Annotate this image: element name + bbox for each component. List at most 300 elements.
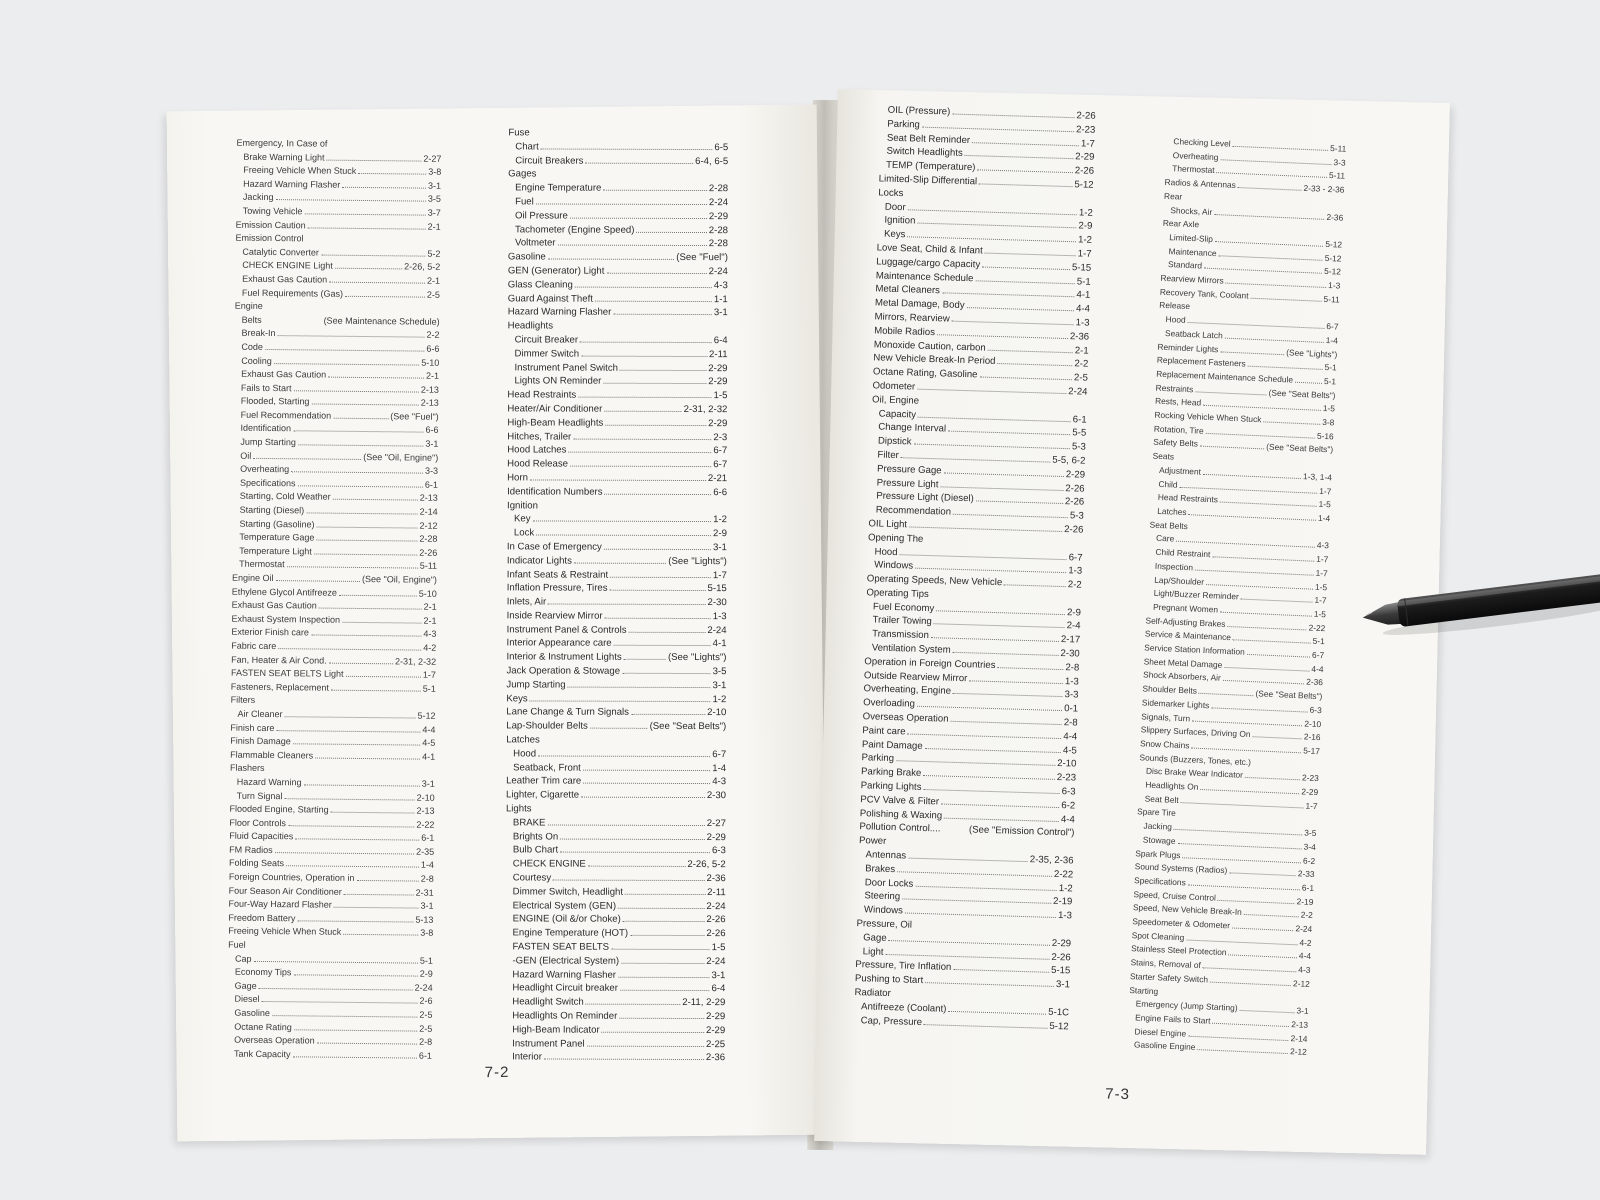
page-reference: 6-7 (712, 748, 727, 760)
index-term: Jacking (1143, 820, 1173, 832)
page-reference: 5-12 (1325, 238, 1343, 250)
page-reference: 4-1 (712, 638, 727, 650)
index-term: Diesel Engine (1134, 1026, 1187, 1039)
page-reference: 2-2 (1074, 358, 1089, 371)
page-reference: (See Maintenance Schedule) (323, 315, 440, 327)
page-reference: 2-33 (1297, 868, 1315, 880)
dot-leader (1238, 179, 1302, 191)
dot-leader (345, 287, 425, 297)
index-term: Ignition (507, 499, 538, 511)
index-term: Antennas (865, 849, 907, 862)
dot-leader (975, 272, 1075, 284)
page-reference: 2-36 (705, 1052, 726, 1064)
index-entry (505, 1023, 725, 1038)
index-term: Emission Control (235, 232, 304, 244)
dot-leader (1247, 646, 1311, 658)
dot-leader (329, 654, 394, 664)
index-term: Dipstick (877, 435, 912, 448)
page-reference: 2-26 (706, 928, 726, 940)
page-reference: 2-1 (1074, 344, 1089, 357)
index-term: Exhaust System Inspection (231, 613, 341, 625)
page-reference: 2-5 (1073, 372, 1089, 384)
index-term: Overseas Operation (234, 1034, 315, 1046)
index-term: Parking Brake (860, 766, 922, 780)
index-entry (506, 871, 726, 886)
index-term: Lights ON Reminder (514, 375, 602, 388)
page-reference: 2-36 (706, 873, 726, 885)
index-entry (507, 526, 727, 541)
dot-leader (295, 831, 419, 841)
dot-leader (588, 858, 686, 867)
index-term: Fuel (228, 939, 246, 950)
page-reference: 3-1 (1296, 1005, 1309, 1017)
index-term: Voltmeter (514, 237, 556, 249)
index-term: Head Restraints (507, 389, 577, 401)
page-reference: 2-23 (1056, 772, 1077, 784)
dot-leader (605, 416, 706, 425)
page-reference: 1-3 (1075, 317, 1090, 329)
index-term: Hazard Warning Flasher (243, 178, 341, 190)
index-term: Overseas Operation (862, 711, 949, 725)
index-entry (506, 678, 726, 693)
dot-leader (294, 1021, 418, 1031)
dot-leader (344, 885, 414, 895)
index-term: Safety Belts (1153, 437, 1199, 449)
index-term: Spare Tire (1136, 806, 1176, 819)
dot-leader (342, 614, 422, 624)
index-column-right-2 (1127, 135, 1347, 1060)
page-reference: 1-7 (1314, 594, 1327, 606)
index-term: Parking (861, 752, 895, 765)
page-reference: 6-2 (1061, 799, 1076, 812)
page-reference: 1-3 (712, 610, 727, 623)
index-term: Paint Damage (861, 738, 923, 752)
index-term: Freeing Vehicle When Stuck (243, 164, 357, 177)
dot-leader (544, 1051, 704, 1061)
index-term: Replacement Fasteners (1156, 354, 1246, 369)
page-reference: 3-5 (427, 194, 442, 205)
page-reference: 2-36 (1326, 211, 1344, 223)
index-term: Ignition (884, 214, 916, 227)
dot-leader (536, 527, 711, 537)
index-term: Overheating, Engine (863, 683, 952, 698)
dot-leader (287, 559, 418, 569)
dot-leader (979, 369, 1072, 381)
index-term: Hazard Warning (236, 776, 302, 788)
page-reference: 1-3 (1327, 280, 1341, 291)
page-number-left: 7-2 (484, 1063, 510, 1082)
index-term: Pushing to Start (854, 973, 924, 987)
index-term: Instrument Panel (512, 1037, 585, 1050)
page-reference: 5-12 (1049, 1020, 1069, 1032)
page-reference: 2-8 (1063, 717, 1078, 729)
index-term: Fuse (508, 127, 530, 139)
index-term: Speed, New Vehicle Break-In (1132, 902, 1243, 918)
page-reference: 2-9 (1078, 220, 1093, 233)
index-term: Service & Maintenance (1144, 628, 1232, 643)
page-reference: 5-11 (1323, 293, 1340, 305)
dot-leader (1245, 769, 1300, 780)
dot-leader (319, 600, 422, 610)
page-reference: 4-2 (1299, 937, 1312, 948)
page-reference: 2-14 (1290, 1032, 1308, 1044)
index-term: Seatback, Front (513, 762, 581, 774)
page-reference: (See "Oil, Engine") (361, 573, 438, 585)
index-entry (508, 237, 728, 252)
index-term: Parking Lights (860, 780, 922, 793)
index-term: Fan, Heater & Air Cond. (231, 654, 327, 666)
page-reference: 3-3 (1064, 689, 1079, 702)
index-term: Towing Vehicle (242, 205, 303, 217)
dot-leader (631, 706, 705, 715)
index-entry (235, 286, 440, 302)
page-reference: 5-12 (1074, 179, 1094, 191)
page-reference: 2-33 - 2-36 (1303, 183, 1345, 195)
index-entry (506, 747, 726, 762)
index-term: Interior Appearance care (506, 637, 612, 650)
index-term: Gasoline (507, 251, 546, 263)
index-entry (508, 209, 728, 224)
page-reference: 2-2 (1300, 909, 1314, 921)
page-reference: (See "Fuel") (390, 411, 439, 422)
index-entry (507, 444, 727, 459)
index-term: Transmission (872, 628, 930, 642)
index-term: Starting (Diesel) (239, 504, 305, 516)
page-reference: 6-7 (713, 459, 728, 471)
page-reference: 4-1 (1076, 289, 1091, 302)
page-reference: 2-12 (1292, 978, 1311, 989)
index-term: Mobile Radios (874, 325, 936, 338)
index-entry (508, 168, 728, 183)
dot-leader (1199, 685, 1254, 696)
page-reference: 1-7 (712, 569, 727, 581)
index-term: Catalytic Converter (242, 246, 319, 258)
page-reference: 2-5 (419, 1009, 433, 1020)
index-term: Identification (240, 423, 292, 434)
index-entry (508, 195, 728, 210)
index-term: Stainless Steel Protection (1130, 943, 1227, 958)
page-reference: 3-3 (1333, 156, 1346, 168)
index-entry (506, 858, 726, 873)
dot-leader (614, 637, 711, 646)
dot-leader (581, 347, 707, 356)
page-reference: 2-24 (706, 900, 726, 912)
dot-leader (610, 568, 711, 577)
page-reference: 2-29 (708, 210, 729, 222)
page-reference: 1-3, 1-4 (1302, 471, 1333, 483)
page-reference: (See "Seat Belts") (1268, 387, 1336, 401)
page-reference: 2-1 (423, 601, 437, 612)
dot-leader (530, 692, 711, 702)
dot-leader (604, 541, 711, 550)
dot-leader (979, 175, 1073, 187)
dot-leader (278, 640, 421, 650)
page-reference: 2-29 (708, 417, 728, 429)
index-entry (507, 568, 727, 583)
page-reference: 5-1 (419, 955, 434, 966)
index-term: Polishing & Waxing (859, 807, 943, 822)
index-term: Fabric care (231, 640, 277, 652)
page-reference: 2-1 (426, 370, 440, 381)
dot-leader (583, 775, 710, 784)
dot-leader (293, 735, 421, 745)
index-term: Headlight Circuit breaker (512, 982, 618, 995)
index-entry (505, 996, 725, 1011)
index-entry (506, 789, 726, 804)
page-reference: 2-26 (1051, 951, 1071, 964)
dot-leader (578, 389, 711, 398)
index-entry (507, 375, 727, 390)
page-reference: (See "Lights") (668, 555, 727, 567)
dot-leader (327, 151, 422, 161)
dot-leader (977, 162, 1073, 174)
dot-leader (333, 491, 418, 501)
index-term: Change Interval (878, 421, 947, 435)
page-reference: 4-3 (1298, 964, 1311, 976)
dot-leader (988, 341, 1073, 353)
index-term: Emission Caution (235, 219, 306, 230)
page-reference: 6-1 (421, 832, 435, 844)
index-term: Gages (508, 168, 537, 180)
index-term: Seat Belt Reminder (886, 132, 971, 146)
index-term: Trailer Towing (872, 614, 932, 628)
index-entry (506, 913, 726, 928)
index-term: Restraints (1155, 382, 1194, 394)
index-term: Hood Release (507, 458, 569, 470)
index-entry (506, 692, 726, 707)
dot-leader (620, 982, 710, 991)
page-reference: 1-4 (1325, 334, 1339, 346)
index-term: Signals, Turn (1141, 710, 1191, 723)
page-reference: (See "Oil, Engine") (363, 451, 439, 463)
dot-leader (292, 1048, 417, 1058)
dot-leader (304, 776, 420, 786)
index-term: Snow Chains (1139, 738, 1190, 751)
dot-leader (548, 596, 705, 606)
index-entry (508, 333, 728, 348)
page-reference: (See "Fuel") (676, 252, 728, 264)
index-entry (508, 264, 728, 279)
index-term: Turn Signal (236, 790, 283, 801)
index-term: Release (1159, 300, 1191, 312)
page-reference: 4-5 (1062, 744, 1077, 757)
index-entry (507, 595, 727, 610)
dot-leader (619, 1010, 704, 1019)
dot-leader (1229, 865, 1296, 877)
page-reference: 4-4 (1311, 663, 1324, 674)
index-term: In Case of Emergency (506, 541, 602, 553)
index-term: Cap (234, 953, 252, 964)
index-term: Finish care (230, 722, 275, 733)
dot-leader (311, 396, 419, 406)
index-term: Reminder Lights (1157, 341, 1219, 354)
page-reference: 5-12 (1324, 252, 1342, 264)
page-reference: 1-4 (712, 762, 727, 774)
dot-leader (583, 761, 710, 770)
dot-leader (568, 678, 711, 687)
page-reference: 2-13 (420, 384, 440, 395)
index-entry (507, 513, 727, 528)
page-reference: 5-1 (1323, 375, 1337, 387)
page-reference: 2-10 (416, 792, 435, 803)
page-reference: 4-1 (422, 751, 436, 762)
page-reference: 2-27 (423, 153, 442, 164)
page-reference: 2-13 (1291, 1019, 1309, 1030)
index-entry (507, 471, 727, 486)
page-reference: 2-13 (419, 493, 438, 504)
index-term: Service Station Information (1144, 642, 1246, 657)
index-term: Overheating (1172, 149, 1219, 162)
index-term: Rocking Vehicle When Stuck (1154, 409, 1262, 425)
index-term: Air Cleaner (237, 708, 283, 720)
index-term: BRAKE (512, 817, 546, 829)
dot-leader (1241, 591, 1313, 603)
index-term: Fuel Requirements (Gas) (241, 287, 344, 299)
page-reference: 2-26 (1065, 482, 1085, 495)
dot-leader (1239, 1002, 1294, 1013)
index-term: Care (1155, 533, 1175, 544)
page-reference: 2-29 (706, 831, 726, 843)
index-term: Heater/Air Conditioner (507, 403, 603, 415)
page-reference: 1-7 (1080, 137, 1095, 150)
index-term: Oil, Engine (871, 394, 920, 407)
index-term: Speedometer & Odometer (1132, 916, 1231, 931)
index-term: Windows (874, 559, 914, 572)
page-reference: 2-10 (707, 707, 727, 719)
dot-leader (276, 722, 420, 733)
page-reference: 2-3 (713, 431, 728, 443)
index-term: Standard (1167, 259, 1203, 271)
index-entry (508, 278, 728, 293)
dot-leader (293, 382, 419, 392)
index-entry (505, 968, 725, 983)
index-term: Rear Axle (1162, 218, 1200, 230)
index-term: Fuel (515, 196, 534, 208)
index-term: Child (1158, 478, 1178, 490)
dot-leader (1233, 138, 1329, 151)
page-reference: 5-10 (421, 357, 440, 368)
page-reference: (See "Lights") (667, 652, 727, 664)
index-term: Light/Buzzer Reminder (1153, 587, 1240, 602)
dot-leader (253, 953, 418, 964)
index-term: Inside Rearview Mirror (506, 610, 603, 622)
index-term: Jump Starting (506, 679, 566, 691)
index-term: Hood (513, 748, 537, 760)
dot-leader (953, 685, 1063, 697)
index-entry (506, 775, 726, 790)
index-term: Circuit Breakers (515, 154, 584, 167)
index-term: Exhaust Gas Caution (242, 273, 328, 285)
index-term: Freedom Battery (228, 912, 296, 924)
page-reference: 3-8 (428, 166, 442, 177)
page-reference: 2-8 (1065, 662, 1080, 674)
dot-leader (333, 410, 388, 420)
dot-leader (1004, 576, 1066, 587)
index-term: Radios & Antennas (1164, 176, 1237, 191)
page-reference: 6-6 (425, 425, 439, 436)
index-entry (507, 430, 727, 445)
index-entry (508, 223, 728, 238)
page-reference: (See "Seat Belts") (649, 721, 727, 733)
index-term: Emergency (Jump Starting) (1135, 998, 1238, 1014)
dot-leader (291, 463, 423, 473)
dot-leader (547, 816, 704, 826)
dot-leader (997, 659, 1063, 670)
index-term: Radiator (854, 987, 891, 1000)
page-reference: 2-29 (705, 1024, 726, 1036)
page-reference: 6-5 (714, 141, 729, 153)
page-reference: 2-1 (427, 221, 441, 232)
dot-leader (293, 423, 424, 433)
index-entry (507, 485, 727, 500)
dot-leader (603, 375, 706, 384)
dot-leader (285, 708, 416, 718)
index-entry (508, 292, 728, 307)
dot-leader (548, 251, 675, 260)
dot-leader (580, 334, 712, 343)
dot-leader (253, 450, 361, 460)
index-term: Lane Change & Turn Signals (506, 706, 630, 719)
index-term: Recovery Tank, Coolant (1159, 286, 1249, 301)
index-term: Door Locks (864, 876, 914, 890)
index-term: Keys (883, 228, 906, 241)
index-term: Hazard Warning Flasher (507, 306, 612, 319)
page-reference: 1-7 (1319, 485, 1332, 496)
page-reference: 2-29 (708, 362, 728, 374)
dot-leader (334, 899, 419, 909)
index-entry (508, 126, 728, 141)
page-reference: 4-5 (422, 737, 436, 748)
dot-leader (985, 245, 1076, 257)
page-reference: 2-29 (706, 1011, 726, 1023)
index-term: Operation in Foreign Countries (864, 656, 996, 671)
page-reference: 1-7 (422, 669, 437, 680)
index-term: Lock (513, 527, 535, 539)
dot-leader (585, 154, 693, 163)
index-entry (507, 499, 727, 514)
index-term: Hazard Warning Flasher (512, 968, 617, 981)
index-term: Fails to Start (240, 382, 292, 393)
page-reference: 2-6 (419, 996, 433, 1007)
page-reference: 3-1 (712, 679, 727, 692)
index-term: Rear (1163, 190, 1183, 202)
page-reference: 2-25 (705, 1038, 726, 1050)
index-term: Gasoline (234, 1007, 271, 1019)
index-term: Exhaust Gas Caution (241, 368, 327, 380)
index-entry (507, 582, 727, 597)
page-reference: 2-26 (706, 914, 726, 926)
dot-leader (629, 623, 706, 632)
index-entry (507, 389, 727, 404)
dot-leader (1250, 289, 1321, 301)
page-reference: 2-31, 2-32 (683, 403, 728, 416)
index-term: Speed, Cruise Control (1133, 888, 1217, 903)
dot-leader (581, 789, 705, 798)
page-reference: 2-26 (1074, 165, 1095, 177)
index-term: Antifreeze (Coolant) (860, 1001, 947, 1015)
index-term: Capacity (878, 408, 917, 421)
page-reference: 5-1 (1076, 275, 1091, 288)
dot-leader (948, 1003, 1046, 1015)
index-term: Key (513, 513, 531, 525)
page-reference: 4-3 (423, 629, 437, 640)
index-term: Love Seat, Child & Infant (876, 242, 983, 257)
index-term: Bulb Chart (512, 844, 559, 856)
index-term: Thermostat (239, 559, 285, 570)
page-reference: 2-4 (1066, 620, 1081, 633)
page-reference: 5-1 (1312, 636, 1325, 647)
page-reference: 2-8 (420, 873, 434, 884)
